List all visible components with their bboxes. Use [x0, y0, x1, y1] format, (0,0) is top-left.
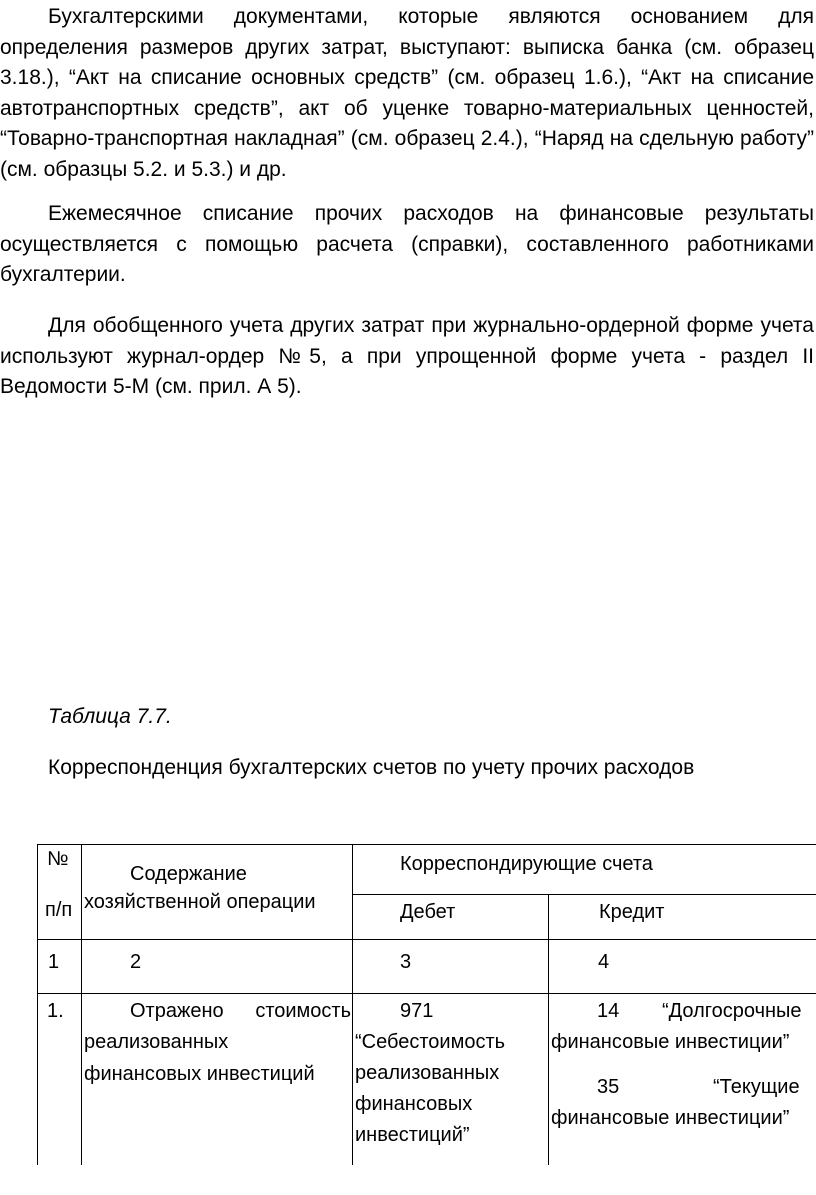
row-content-line3: финансовых инвестиций: [84, 1063, 315, 1085]
paragraph-documents: Бухгалтерскими документами, которые являются основанием для определения размеров других затрат, выступают: выписка банка (см. образец 3.18.), “Акт на списание основных средств” (см. образец 1.6.), “Акт на списание автотранспортных средств”, акт об уценке товарно-материальных ценностей, “Товарно-транспортная накладная” (см. образец 2.4.), “Наряд на сдельную работу” (см. образцы 5.2. и 5.3.) и др.: [0, 5, 814, 181]
header-num-symbol: №: [47, 848, 69, 870]
row-credit-1-name-line2: финансовые инвестиции”: [551, 1031, 790, 1053]
row-debit-account: 971: [400, 1000, 434, 1022]
row-credit-1-name-line1: “Долгосрочные: [662, 1000, 802, 1022]
table-label: Таблица 7.7.: [48, 705, 172, 728]
table-border-left: [37, 844, 38, 1165]
table-rule-header-bottom: [37, 939, 816, 940]
header-content-line1: Содержание: [130, 863, 247, 885]
row-credit-1-account: 14: [597, 1000, 620, 1022]
table-col-divider-1: [81, 844, 82, 1165]
row-content-line2: реализованных: [84, 1031, 229, 1053]
table-col-divider-3: [548, 894, 549, 1165]
row-credit-2-name-line2: финансовые инвестиции”: [551, 1107, 790, 1129]
paragraph-journal-order: Для обобщенного учета других затрат при журнально-ордерной форме учета используют журнал-ордер №5, а при упрощенной форме учета - раздел II Ведомости 5-М (см. прил. А 5).: [0, 314, 814, 398]
row-credit-2-name-line1: “Текущие: [713, 1076, 800, 1098]
header-num-pp: п/п: [45, 899, 73, 921]
table-title: Корреспонденция бухгалтерских счетов по учету прочих расходов: [48, 756, 695, 779]
paragraph-monthly-writeoff: Ежемесячное списание прочих расходов на финансовые результаты осуществляется с помощью расчета (справки), составленного работниками бухгалтерии.: [0, 202, 814, 286]
column-number-3: 3: [400, 951, 412, 973]
row-debit-name-line3: финансовых: [355, 1093, 473, 1115]
row-content-line1: Отражено стоимость: [130, 1000, 351, 1022]
column-number-2: 2: [130, 951, 142, 973]
header-credit: Кредит: [599, 901, 665, 923]
header-accounts: Корреспондирующие счета: [400, 853, 653, 875]
row-debit-name-line2: реализованных: [355, 1062, 500, 1084]
column-number-4: 4: [598, 951, 610, 973]
row-credit-2-account: 35: [597, 1076, 620, 1098]
table-border-top: [37, 844, 816, 845]
table-row-num: 1.: [47, 1000, 64, 1022]
table-col-divider-2: [352, 844, 353, 1165]
header-debit: Дебет: [400, 901, 456, 923]
column-number-1: 1: [48, 951, 60, 973]
row-debit-name-line1: “Себестоимость: [355, 1031, 506, 1053]
header-content-line2: хозяйственной операции: [84, 891, 316, 913]
row-debit-name-line4: инвестиций”: [355, 1124, 470, 1146]
